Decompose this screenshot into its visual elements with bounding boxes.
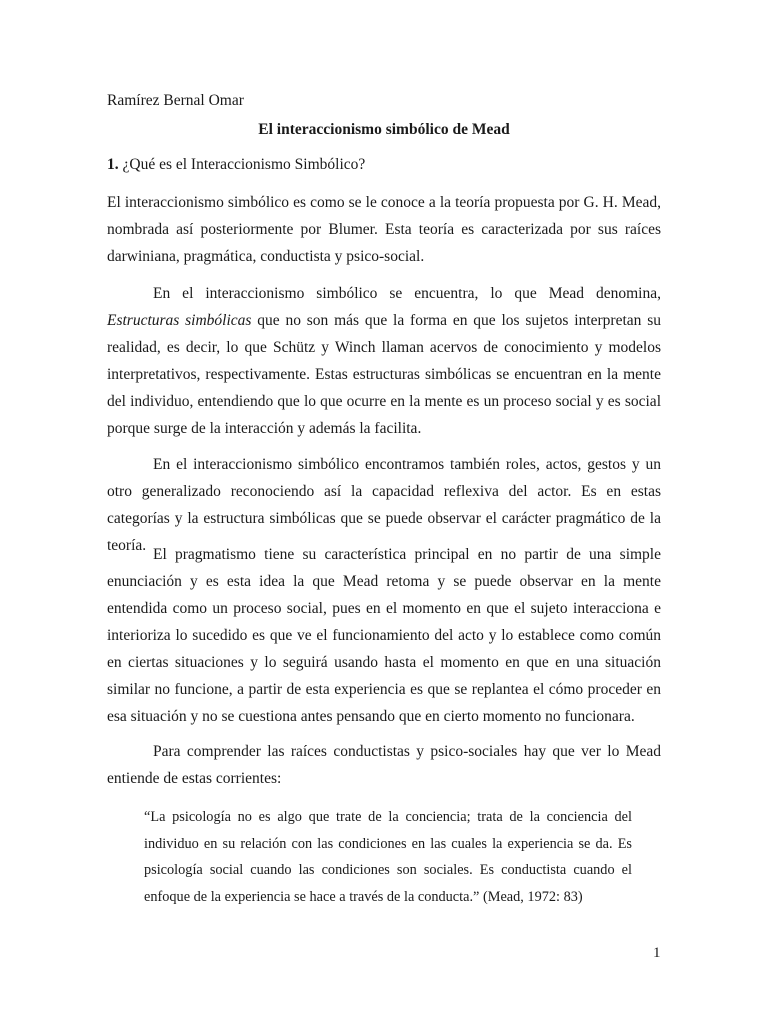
paragraph-4-text: El pragmatismo tiene su característica principal en no partir de una simple enunciación y es esta idea la que Mead retoma y se puede observar en la mente entendida como un proceso social, pues en el momento en que el sujeto interacciona e interioriza lo sucedido es que ve el funcionamiento del acto y lo establece como común en ciertas situaciones y lo seguirá usando hasta el momento en que en una situación similar no funcione, a partir de esta experiencia es que se replantea el cómo proceder en esa situación y no se cuestiona antes pensando que en cierto momento no funcionara. bbox=[107, 546, 661, 725]
paragraph-3-text: En el interaccionismo simbólico encontramos también roles, actos, gestos y un otro generalizado reconociendo así la capacidad reflexiva del actor. Es en estas categorías y la estructura simbólicas que se puede observar el carácter pragmático de la teoría. bbox=[107, 456, 661, 554]
question-number: 1. bbox=[107, 156, 119, 173]
section-question bbox=[107, 155, 365, 175]
paragraph-5-text: Para comprender las raíces conductistas y psico-sociales hay que ver lo Mead entiende de estas corrientes: bbox=[107, 743, 661, 787]
paragraph-4 bbox=[107, 541, 661, 730]
question-text: ¿Qué es el Interaccionismo Simbólico? bbox=[118, 156, 366, 173]
paragraph-2-end: que no son más que la forma en que los sujetos interpretan su realidad, es decir, lo que Schütz y Winch llaman acervos de conocimiento y modelos interpretativos, respectivamente. Estas estructuras simbólicas se encuentran en la mente del individuo, entendiendo que lo que ocurre en la mente es un proceso social y es social porque surge de la interacción y además la facilita. bbox=[107, 312, 661, 437]
paragraph-2-start: En el interaccionismo simbólico se encuentra, lo que Mead denomina, bbox=[153, 285, 661, 302]
page-number: 1 bbox=[653, 945, 661, 961]
paragraph-2 bbox=[107, 280, 661, 442]
paragraph-1: El interaccionismo simbólico es como se le conoce a la teoría propuesta por G. H. Mead, nombrada así posteriormente por Blumer. Esta teoría es caracterizada por sus raíces darwiniana, pragmática, conductista y psico-social. bbox=[107, 194, 661, 265]
paragraph-2-italic-term: Estructuras simbólicas bbox=[107, 312, 252, 329]
block-quote: “La psicología no es algo que trate de la conciencia; trata de la conciencia del individuo en su relación con las condiciones en las cuales la experiencia se da. Es psicología social cuando las condiciones son sociales. Es conductista cuando el enfoque de la experiencia se hace a través de la conducta.” (Mead, 1972: 83) bbox=[144, 809, 632, 905]
paragraph-5 bbox=[107, 738, 661, 792]
author-name: Ramírez Bernal Omar bbox=[107, 92, 244, 109]
document-title: El interaccionismo simbólico de Mead bbox=[258, 121, 510, 138]
